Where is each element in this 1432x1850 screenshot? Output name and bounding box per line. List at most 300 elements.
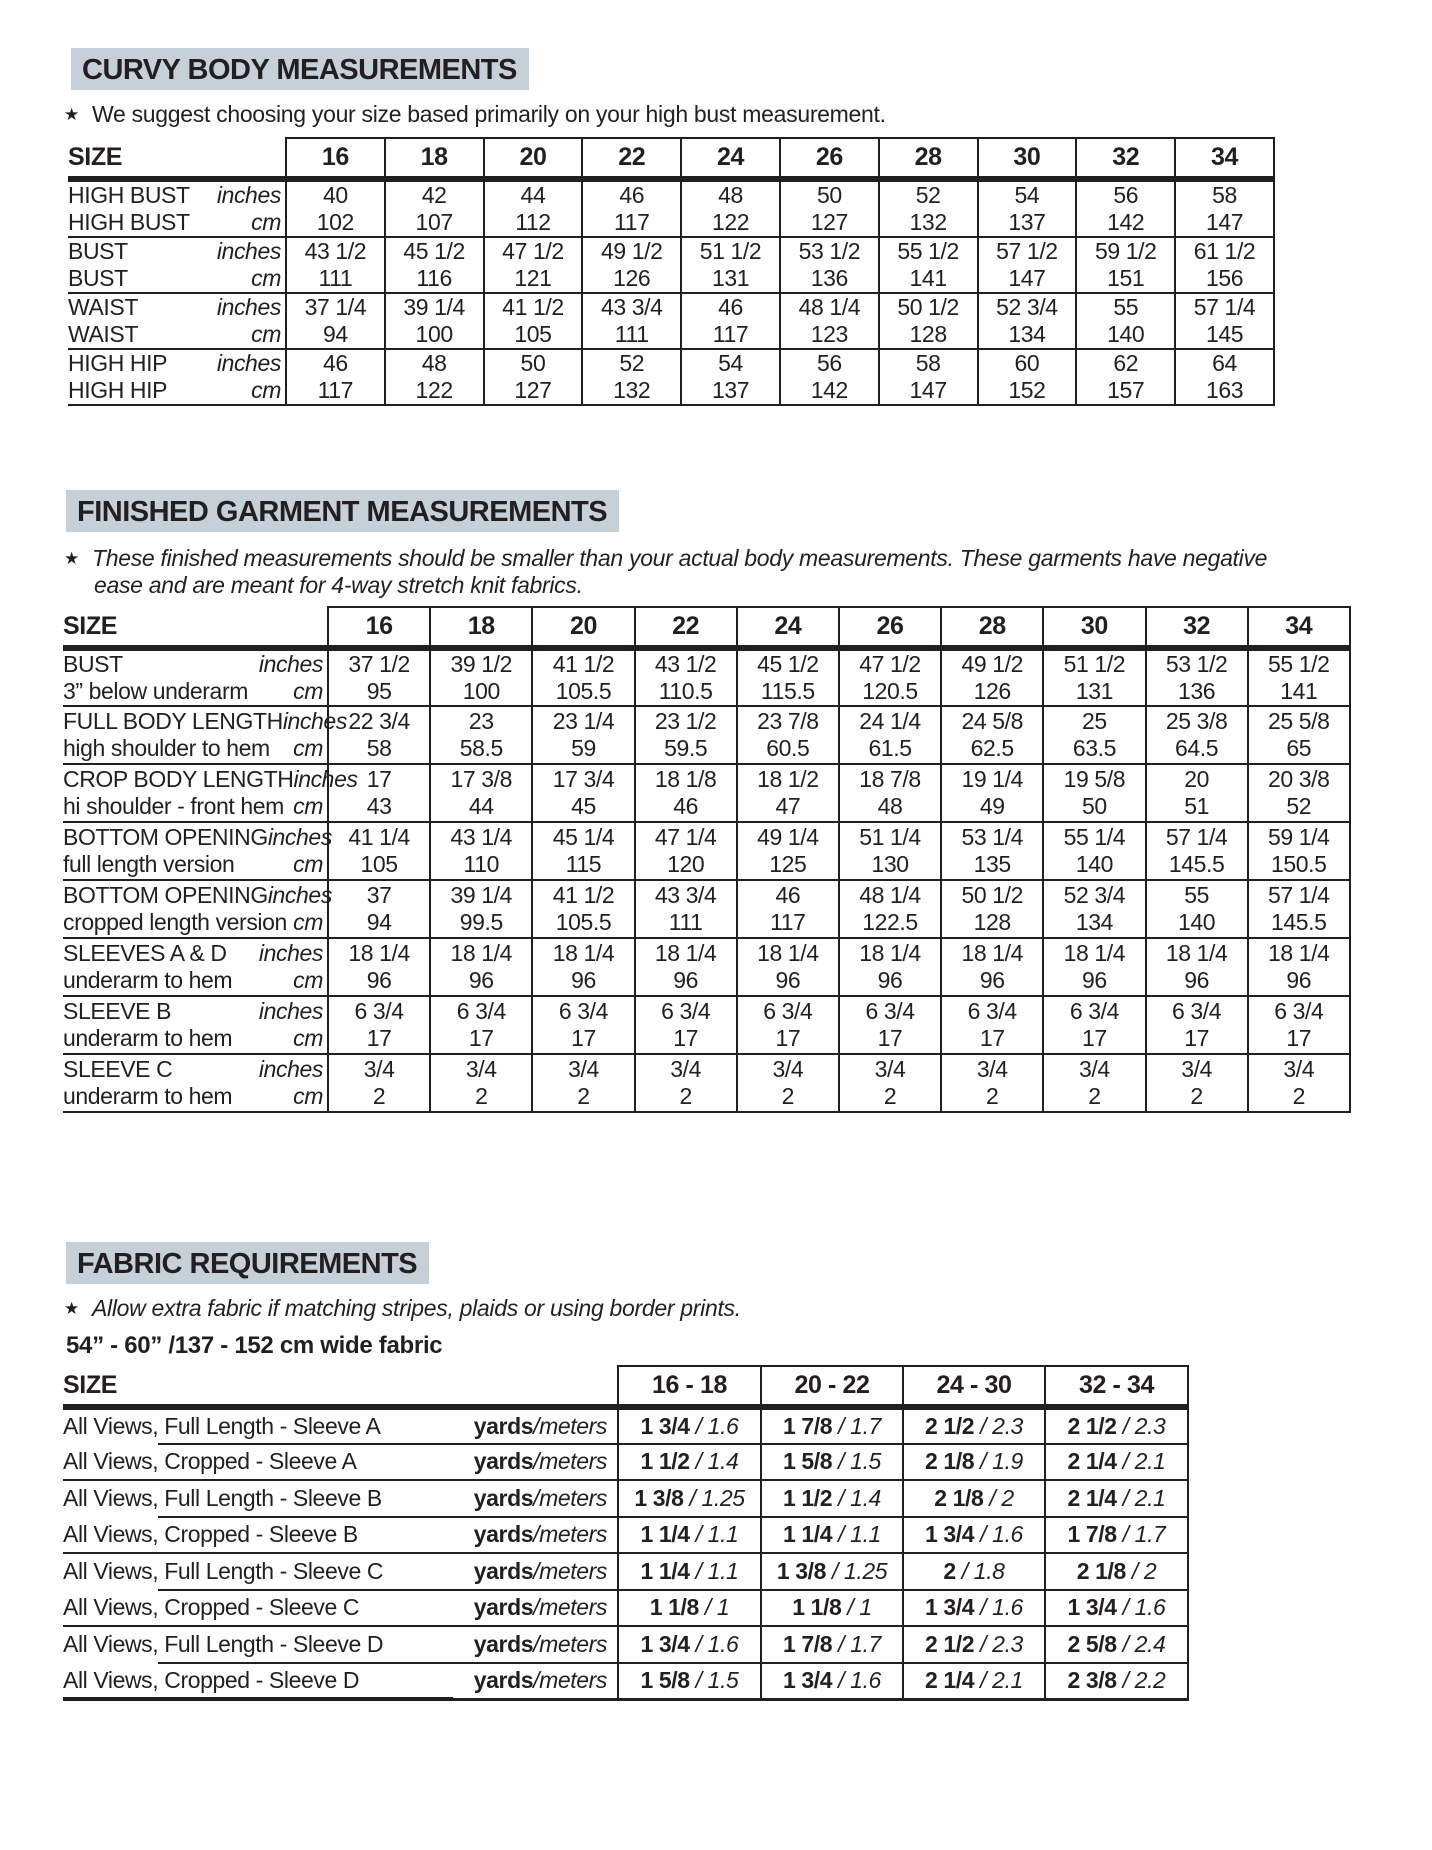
separator: /	[832, 1521, 851, 1548]
label-line-inches	[63, 998, 327, 1025]
curvy-note-text: We suggest choosing your size based primarily on your high bust measurement.	[92, 101, 886, 127]
measurement-cell	[286, 293, 385, 349]
value-cm: 47	[775, 793, 801, 819]
value-inches: 44	[520, 182, 546, 208]
value-cm: 117	[317, 377, 354, 403]
fabric-view-label	[63, 1444, 453, 1481]
measurement-cell	[582, 237, 681, 293]
value-inches: 55 1/2	[897, 238, 959, 264]
amount-yards: 1 1/8	[649, 1594, 699, 1621]
amount-yards: 1 1/4	[783, 1521, 833, 1548]
label-line-inches	[68, 350, 285, 377]
value-inches: 6 3/4	[967, 998, 1017, 1024]
value-cm: 96	[366, 967, 392, 993]
value-inches: 51 1/2	[699, 238, 762, 264]
measurement-cell	[635, 938, 737, 996]
measurement-cell	[1248, 648, 1350, 706]
label-line-inches	[68, 294, 285, 321]
value-inches: 6 3/4	[1274, 998, 1324, 1024]
size-column-header: 26	[780, 138, 879, 179]
value-inches: 64	[1212, 350, 1237, 376]
measurement-cell	[737, 938, 839, 996]
value-cm: 128	[909, 321, 947, 347]
label-line-inches	[68, 238, 285, 265]
value-inches: 18 1/4	[961, 940, 1023, 966]
amount-meters: 2.4	[1134, 1630, 1166, 1657]
value-cm: 96	[1082, 967, 1107, 993]
value-inches: 18 7/8	[859, 766, 921, 792]
measurement-cell	[978, 349, 1077, 405]
value-cm: 127	[810, 209, 848, 235]
measurement-label	[68, 293, 286, 349]
measurement-cell	[879, 237, 978, 293]
amount-meters: 2.2	[1134, 1667, 1166, 1693]
star-icon: ★	[64, 105, 79, 124]
measurement-cell	[635, 1054, 737, 1112]
fabric-amount-cell	[618, 1590, 761, 1627]
label-line-inches	[63, 882, 332, 909]
measurement-cell	[385, 349, 484, 405]
fabric-amount-cell	[618, 1480, 761, 1517]
separator: /	[1116, 1667, 1135, 1693]
measurement-row	[63, 1054, 1350, 1112]
fabric-amount-cell	[903, 1407, 1045, 1444]
measurement-cell	[430, 822, 532, 880]
fabric-amount-cell	[1045, 1626, 1188, 1663]
label-line-cm	[63, 1025, 327, 1052]
value-inches: 18 1/4	[1063, 940, 1126, 966]
amount-meters: 1.6	[707, 1412, 739, 1439]
size-column-header: 28	[941, 607, 1043, 648]
measurement-cell	[484, 349, 583, 405]
separator: /	[689, 1557, 708, 1584]
value-cm: 121	[514, 265, 552, 291]
value-inches: 18 1/4	[859, 940, 921, 966]
finished-note-line2: ease and are meant for 4-way stretch knit fabrics.	[94, 572, 583, 598]
measurement-cell	[879, 349, 978, 405]
amount-yards: 2 1/8	[925, 1448, 975, 1475]
value-inches: 24 1/4	[859, 708, 921, 734]
value-cm: 105.5	[555, 678, 612, 704]
measurement-cell	[839, 938, 941, 996]
unit-inches: inches	[258, 998, 323, 1024]
value-cm: 157	[1107, 377, 1145, 403]
measurement-cell	[430, 996, 532, 1054]
measurement-cell	[839, 648, 941, 706]
separator: /	[974, 1667, 993, 1693]
fabric-view-label	[63, 1626, 453, 1663]
unit-meters: /meters	[533, 1521, 607, 1548]
amount-meters: 2.1	[992, 1667, 1023, 1693]
separator: /	[1116, 1484, 1135, 1511]
unit-label	[453, 1553, 618, 1590]
label-line-inches	[63, 708, 347, 735]
fabric-amount-cell	[618, 1444, 761, 1481]
value-cm: 44	[468, 793, 494, 819]
label-line-inches	[63, 651, 327, 678]
measurement-label	[63, 764, 358, 822]
value-inches: 56	[816, 350, 842, 376]
measurement-cell	[737, 996, 839, 1054]
fabric-amount-cell	[618, 1663, 761, 1700]
value-inches: 46	[718, 294, 743, 320]
amount-meters: 2.3	[992, 1630, 1023, 1657]
value-inches: 18 1/4	[450, 940, 513, 966]
measurement-row	[68, 237, 1274, 293]
value-inches: 50 1/2	[897, 294, 959, 320]
measurement-cell	[1076, 293, 1175, 349]
label-line-inches	[63, 1056, 327, 1083]
amount-meters: 1.6	[850, 1667, 881, 1693]
value-cm: 147	[1205, 209, 1244, 235]
value-cm: 142	[1107, 209, 1145, 235]
value-cm: 112	[515, 209, 551, 235]
measurement-cell	[328, 880, 430, 938]
measurement-cell	[1248, 764, 1350, 822]
measurement-cell	[532, 648, 634, 706]
value-inches: 57 1/4	[1193, 294, 1256, 320]
measurement-cell	[635, 648, 737, 706]
fabric-amount-cell	[1045, 1590, 1188, 1627]
measurement-cell	[582, 179, 681, 237]
measurement-cell	[532, 996, 634, 1054]
value-inches: 56	[1113, 182, 1139, 208]
value-cm: 137	[1008, 209, 1046, 235]
value-inches: 19 5/8	[1063, 766, 1126, 792]
measurement-label	[63, 1054, 328, 1112]
unit-cm: cm	[293, 793, 323, 819]
separator: /	[974, 1448, 993, 1475]
amount-yards: 1 1/2	[640, 1448, 690, 1475]
measurement-cell	[1146, 822, 1248, 880]
measurement-cell	[681, 179, 780, 237]
size-column-header: 20	[484, 138, 583, 179]
measurement-cell	[1043, 880, 1145, 938]
value-inches: 47 1/4	[654, 824, 717, 850]
fabric-amount-cell	[761, 1553, 903, 1590]
separator: /	[1116, 1594, 1135, 1621]
measurement-subname: full length version	[63, 851, 235, 877]
value-inches: 18 1/4	[552, 940, 615, 966]
measurement-name: BUST	[63, 651, 123, 677]
measurement-row	[68, 349, 1274, 405]
size-range-header: 24 - 30	[903, 1366, 1045, 1407]
measurement-cell	[1146, 938, 1248, 996]
value-cm: 2	[781, 1083, 795, 1109]
value-cm: 94	[322, 321, 348, 347]
value-cm: 111	[614, 321, 649, 347]
value-cm: 17	[468, 1025, 494, 1051]
amount-yards: 2 1/2	[925, 1412, 975, 1439]
measurement-cell	[737, 1054, 839, 1112]
separator: /	[689, 1521, 708, 1548]
measurement-cell	[385, 237, 484, 293]
unit-yards: yards	[473, 1448, 534, 1475]
value-cm: 126	[613, 265, 651, 291]
value-cm: 145.5	[1168, 851, 1225, 877]
measurement-cell	[1043, 996, 1145, 1054]
value-cm: 107	[415, 209, 453, 235]
amount-yards: 2 1/8	[934, 1484, 984, 1511]
value-cm: 17	[1286, 1025, 1312, 1051]
measurement-cell	[635, 880, 737, 938]
measurement-cell	[1248, 1054, 1350, 1112]
value-inches: 42	[421, 182, 447, 208]
fabric-amount-cell	[903, 1590, 1045, 1627]
measurement-row	[63, 648, 1350, 706]
value-cm: 2	[1292, 1083, 1305, 1109]
measurement-cell	[430, 648, 532, 706]
measurement-subname: 3” below underarm	[63, 678, 248, 704]
fabric-amount-cell	[618, 1626, 761, 1663]
fabric-amount-cell	[618, 1407, 761, 1444]
value-inches: 52 3/4	[996, 294, 1058, 320]
value-cm: 2	[1088, 1083, 1101, 1109]
label-line-cm	[63, 735, 327, 762]
amount-meters: 1.7	[850, 1412, 881, 1439]
size-column-header: 20	[532, 607, 634, 648]
value-inches: 53 1/2	[798, 238, 861, 264]
unit-inches: inches	[216, 182, 281, 208]
value-cm: 140	[1075, 851, 1113, 877]
unit-cm: cm	[293, 909, 323, 935]
measurement-cell	[385, 293, 484, 349]
view-name: All Views, Cropped - Sleeve B	[63, 1521, 358, 1548]
value-cm: 111	[668, 909, 703, 935]
unit-cm: cm	[293, 967, 323, 993]
value-inches: 17 3/4	[552, 766, 615, 792]
measurement-subname: hi shoulder - front hem	[63, 793, 284, 819]
value-cm: 132	[909, 209, 947, 235]
value-cm: 17	[1184, 1025, 1209, 1051]
measurement-name: BOTTOM OPENING	[63, 882, 268, 908]
unit-label	[453, 1590, 618, 1627]
value-inches: 55 1/2	[1268, 651, 1330, 677]
unit-inches: inches	[267, 824, 332, 850]
fabric-row	[63, 1590, 1188, 1627]
value-cm: 110.5	[658, 678, 713, 704]
fabric-view-label	[63, 1553, 453, 1590]
amount-yards: 1 3/4	[925, 1521, 975, 1548]
measurement-cell	[484, 293, 583, 349]
unit-cm: cm	[293, 678, 323, 704]
amount-yards: 1 1/2	[783, 1484, 833, 1511]
value-inches: 50	[520, 350, 546, 376]
amount-yards: 1 3/4	[1067, 1594, 1117, 1621]
fabric-requirements-table	[63, 1365, 1189, 1701]
value-inches: 3/4	[568, 1056, 599, 1082]
unit-inches: inches	[216, 294, 281, 320]
amount-meters: 1.1	[850, 1521, 881, 1548]
value-inches: 51 1/4	[859, 824, 921, 850]
value-cm: 52	[1286, 793, 1312, 819]
label-line-inches	[63, 766, 358, 793]
amount-yards: 1 3/8	[634, 1484, 684, 1511]
fabric-amount-cell	[1045, 1407, 1188, 1444]
fabric-amount-cell	[903, 1517, 1045, 1554]
value-cm: 46	[673, 793, 699, 819]
value-cm: 135	[973, 851, 1011, 877]
fabric-amount-cell	[761, 1663, 903, 1700]
value-inches: 49 1/2	[961, 651, 1023, 677]
separator: /	[689, 1630, 708, 1657]
measurement-cell	[1146, 996, 1248, 1054]
label-line-cm	[63, 851, 327, 878]
value-inches: 23	[468, 708, 494, 734]
measurement-cell	[941, 706, 1043, 764]
unit-meters: /meters	[533, 1484, 607, 1511]
measurement-row	[63, 706, 1350, 764]
unit-inches: inches	[258, 651, 323, 677]
amount-yards: 2 1/8	[1076, 1557, 1126, 1584]
size-column-header: 22	[582, 138, 681, 179]
value-inches: 48	[421, 350, 447, 376]
amount-meters: 2	[1001, 1484, 1014, 1511]
measurement-label	[63, 996, 328, 1054]
measurement-cell	[582, 293, 681, 349]
value-cm: 62.5	[970, 735, 1014, 761]
measurement-cell	[1076, 179, 1175, 237]
size-column-header: 34	[1248, 607, 1350, 648]
measurement-cell	[780, 237, 879, 293]
value-cm: 142	[810, 377, 848, 403]
value-cm: 110	[463, 851, 500, 877]
value-cm: 100	[415, 321, 453, 347]
fabric-amount-cell	[1045, 1444, 1188, 1481]
measurement-cell	[1248, 996, 1350, 1054]
value-inches: 59 1/4	[1268, 824, 1330, 850]
value-cm: 48	[877, 793, 903, 819]
fabric-row	[63, 1663, 1188, 1700]
value-inches: 58	[915, 350, 941, 376]
measurement-cell	[1175, 237, 1274, 293]
value-inches: 59 1/2	[1094, 238, 1157, 264]
size-column-header: 32	[1146, 607, 1248, 648]
value-cm: 2	[372, 1083, 386, 1109]
value-inches: 55	[1184, 882, 1209, 908]
value-inches: 6 3/4	[661, 998, 711, 1024]
amount-yards: 2 1/4	[1067, 1448, 1117, 1475]
size-header-label: SIZE	[63, 607, 328, 648]
value-cm: 151	[1107, 265, 1145, 291]
measurement-cell	[780, 293, 879, 349]
value-cm: 111	[318, 265, 353, 291]
measurement-cell	[780, 179, 879, 237]
value-cm: 122	[415, 377, 453, 403]
size-column-header: 22	[635, 607, 737, 648]
value-cm: 96	[775, 967, 801, 993]
measurement-cell	[1146, 706, 1248, 764]
label-line-cm	[63, 793, 327, 820]
amount-yards: 1 7/8	[783, 1412, 833, 1439]
value-cm: 58.5	[459, 735, 503, 761]
value-cm: 141	[1280, 678, 1318, 704]
measurement-cell	[532, 706, 634, 764]
measurement-row	[63, 938, 1350, 996]
value-cm: 136	[810, 265, 848, 291]
value-inches: 17	[366, 766, 392, 792]
measurement-cell	[1248, 880, 1350, 938]
unit-label	[453, 1480, 618, 1517]
measurement-label	[63, 822, 332, 880]
amount-meters: 1.5	[707, 1667, 739, 1693]
value-cm: 96	[1286, 967, 1312, 993]
amount-meters: 1.4	[707, 1448, 739, 1475]
value-inches: 6 3/4	[1172, 998, 1222, 1024]
separator: /	[974, 1521, 993, 1548]
unit-label	[453, 1626, 618, 1663]
measurement-cell	[1248, 822, 1350, 880]
value-cm: 96	[673, 967, 699, 993]
label-line-cm	[63, 678, 327, 705]
unit-meters: /meters	[533, 1630, 607, 1657]
value-inches: 6 3/4	[354, 998, 404, 1024]
separator: /	[698, 1594, 717, 1621]
measurement-cell	[532, 1054, 634, 1112]
measurement-cell	[484, 179, 583, 237]
amount-meters: 1.25	[843, 1557, 888, 1584]
separator: /	[683, 1484, 702, 1511]
value-inches: 47 1/2	[859, 651, 921, 677]
unit-yards: yards	[473, 1630, 534, 1657]
value-cm: 105	[360, 851, 398, 877]
unit-yards: yards	[473, 1484, 534, 1511]
value-cm: 131	[1075, 678, 1113, 704]
value-inches: 48 1/4	[859, 882, 921, 908]
size-column-header: 24	[681, 138, 780, 179]
separator: /	[689, 1448, 708, 1475]
value-inches: 51 1/2	[1063, 651, 1126, 677]
measurement-cell	[978, 179, 1077, 237]
value-cm: 96	[571, 967, 596, 993]
value-inches: 19 1/4	[961, 766, 1023, 792]
amount-yards: 1 1/4	[640, 1521, 690, 1548]
value-inches: 23 1/4	[552, 708, 615, 734]
value-cm: 60.5	[766, 735, 810, 761]
value-inches: 24 5/8	[961, 708, 1023, 734]
measurement-cell	[1076, 237, 1175, 293]
view-name: All Views, Full Length - Sleeve A	[63, 1413, 381, 1440]
value-inches: 20 3/8	[1268, 766, 1330, 792]
value-inches: 48 1/4	[798, 294, 861, 320]
value-inches: 41 1/2	[502, 294, 564, 320]
value-inches: 3/4	[772, 1056, 804, 1082]
fabric-note-text: Allow extra fabric if matching stripes, plaids or using border prints.	[92, 1295, 741, 1321]
measurement-cell	[941, 1054, 1043, 1112]
value-inches: 62	[1113, 350, 1139, 376]
amount-meters: 1.5	[850, 1448, 881, 1475]
value-cm: 49	[979, 793, 1005, 819]
size-column-header: 30	[1043, 607, 1145, 648]
separator: /	[974, 1412, 993, 1439]
curvy-note	[64, 101, 886, 128]
value-cm: 96	[1184, 967, 1209, 993]
value-cm: 147	[1008, 265, 1046, 291]
size-column-header: 26	[839, 607, 941, 648]
separator: /	[1116, 1448, 1135, 1475]
unit-cm: cm	[293, 1083, 323, 1109]
value-cm: 145	[1205, 321, 1244, 347]
value-cm: 17	[673, 1025, 699, 1051]
value-inches: 25 5/8	[1268, 708, 1330, 734]
view-name: All Views, Full Length - Sleeve C	[63, 1557, 384, 1584]
measurement-row	[63, 822, 1350, 880]
value-inches: 25	[1082, 708, 1107, 734]
value-cm: 120	[667, 851, 705, 877]
amount-meters: 1.1	[707, 1521, 739, 1548]
value-inches: 52	[915, 182, 941, 208]
amount-meters: 1.6	[992, 1521, 1023, 1548]
